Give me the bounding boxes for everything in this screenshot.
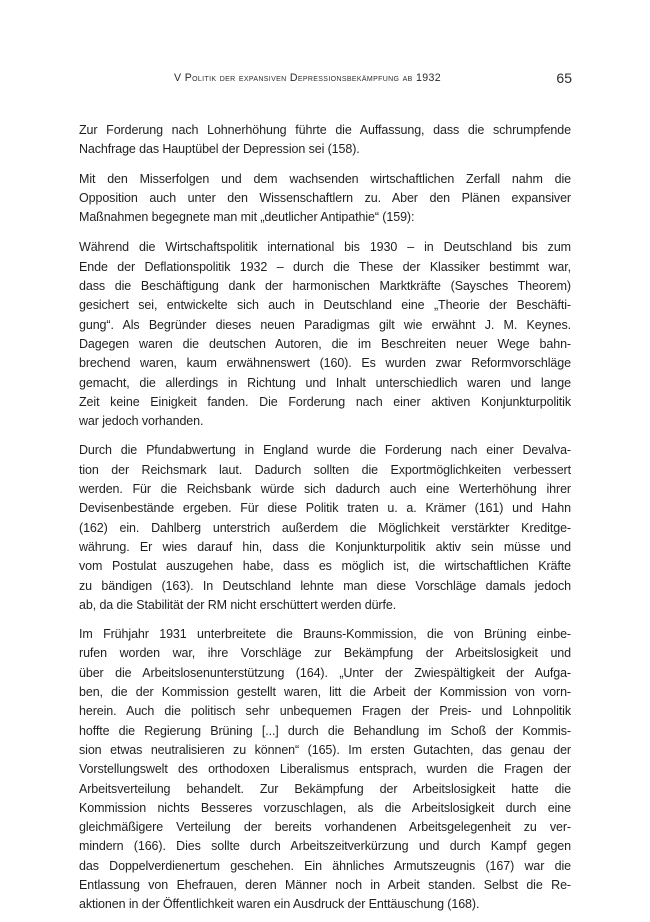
text-line: gemacht, die allerdings in Richtung und Inhalt unterschiedlich waren und lange <box>79 375 571 390</box>
text-line: Opposition auch unter den Wissenschaftlern zu. Aber den Plänen expansiver <box>79 190 571 205</box>
text-line: Kommission nichts Besseres vorzuschlagen, als die Arbeitslosigkeit durch eine <box>79 800 571 815</box>
body-text <box>79 121 571 915</box>
text-line: Vorstellungswelt des orthodoxen Liberalismus entsprach, wurden die Fragen der <box>79 762 571 777</box>
text-line: Zeit keine Einigkeit fanden. Die Forderung nach einer aktiven Konjunkturpolitik <box>79 394 571 409</box>
text-line: vom Postulat auszugehen habe, dass es möglich ist, die wirtschaftlichen Kräfte <box>79 559 571 574</box>
text-line: Im Frühjahr 1931 unterbreitete die Brauns-Kommission, die von Brüning einbe- <box>79 627 571 642</box>
text-line: Entlassung von Ehefrauen, deren Männer noch in Arbeit standen. Selbst die Re- <box>79 877 571 892</box>
text-line: dass die Beschäftigung dank der harmonischen Marktkräfte (Saysches Theorem) <box>79 279 571 294</box>
text-line: Nachfrage das Hauptübel der Depression sei (158). <box>79 142 360 157</box>
text-line: gesichert sei, entwickelte sich auch in Deutschland eine „Theorie der Beschäfti- <box>79 298 571 313</box>
text-line: rufen worden war, ihre Vorschläge zur Bekämpfung der Arbeitslosigkeit und <box>79 646 571 661</box>
text-line: ben, die der Kommission gestellt waren, litt die Arbeit der Kommission von vorn- <box>79 685 571 700</box>
text-line: Mit den Misserfolgen und dem wachsenden wirtschaftlichen Zerfall nahm die <box>79 171 571 186</box>
paragraph-5 <box>79 625 571 914</box>
text-line: brechend waren, kaum erwähnenswert (160). Es wurden zwar Reformvorschläge <box>79 356 571 371</box>
text-line: aktionen in der Öffentlichkeit waren ein Ausdruck der Enttäuschung (168). <box>79 897 480 912</box>
text-line: hoffte die Regierung Brüning [...] durch die Behandlung im Schoß der Kommis- <box>79 723 571 738</box>
text-line: Zur Forderung nach Lohnerhöhung führte die Auffassung, dass die schrumpfende <box>79 123 571 137</box>
text-line: Durch die Pfundabwertung in England wurde die Forderung nach einer Devalva- <box>79 443 571 458</box>
text-line: mindern (166). Dies sollte durch Arbeitszeitverkürzung und durch Kampf gegen <box>79 839 571 854</box>
text-line: gung“. Als Begründer dieses neuen Paradigmas gilt wie erwähnt J. M. Keynes. <box>79 317 571 332</box>
paragraph-4 <box>79 441 571 615</box>
chapter-title: V Politik der expansiven Depressionsbekämpfung ab 1932 <box>174 72 441 84</box>
text-line: Ende der Deflationspolitik 1932 – durch die These der Klassiker bestimmt war, <box>79 259 571 274</box>
text-line: währung. Er wies darauf hin, dass die Konjunkturpolitik aktiv sein müsse und <box>79 539 571 554</box>
text-line: war jedoch vorhanden. <box>79 414 204 429</box>
running-header <box>79 70 572 90</box>
text-line: Während die Wirtschaftspolitik international bis 1930 – in Deutschland bis zum <box>79 240 571 255</box>
text-line: werden. Für die Reichsbank würde sich dadurch auch eine Werterhöhung ihrer <box>79 482 571 497</box>
page-number: 65 <box>556 70 572 86</box>
text-line: Arbeitsverteilung behandelt. Zur Bekämpfung der Arbeitslosigkeit hatte die <box>79 781 571 796</box>
text-line: tion der Reichsmark laut. Dadurch sollten die Exportmöglichkeiten verbessert <box>79 462 571 477</box>
text-line: Dagegen waren die deutschen Autoren, die im Beschreiten neuer Wege bahn- <box>79 336 571 351</box>
paragraph-2 <box>79 170 571 228</box>
text-line: herein. Auch die politisch sehr unbequemen Fragen der Preis- und Lohnpolitik <box>79 704 571 719</box>
text-line: über die Arbeitslosenunterstützung (164). „Unter der Zwiespältigkeit der Aufga- <box>79 665 571 680</box>
text-line: das Doppelverdienertum geschehen. Ein ähnliches Armutszeugnis (167) war die <box>79 858 571 873</box>
paragraph-3 <box>79 238 571 431</box>
text-line: sion etwas neutralisieren zu können“ (165). Im ersten Gutachten, das genau der <box>79 742 571 757</box>
text-line: (162) ein. Dahlberg unterstrich außerdem die Möglichkeit verstärkter Kreditge- <box>79 520 571 535</box>
text-line: ab, da die Stabilität der RM nicht erschüttert werden dürfe. <box>79 597 397 612</box>
text-line: Devisenbestände ergeben. Für diese Politik traten u. a. Krämer (161) und Hahn <box>79 501 571 516</box>
text-line: Maßnahmen begegnete man mit „deutlicher Antipathie“ (159): <box>79 210 415 225</box>
text-line: zu bändigen (163). In Deutschland lehnte man diese Vorschläge damals jedoch <box>79 578 571 593</box>
paragraph-1 <box>79 121 571 160</box>
text-line: gleichmäßigere Verteilung der bereits vorhandenen Arbeitsgelegenheit zu ver- <box>79 820 571 835</box>
